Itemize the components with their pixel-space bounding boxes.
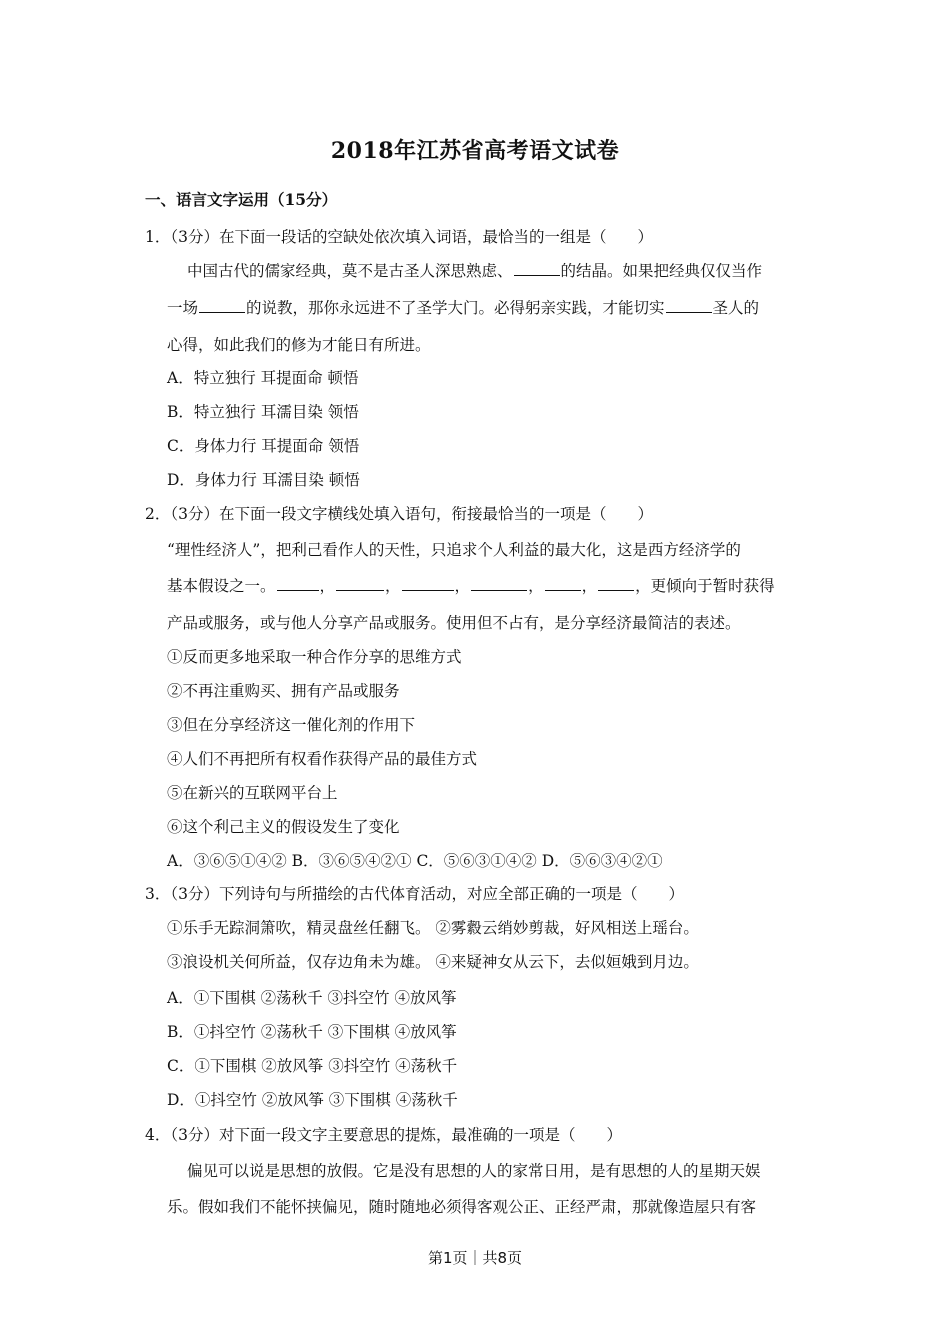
- blank-3[interactable]: [402, 576, 454, 591]
- blank-1[interactable]: [277, 576, 319, 591]
- question-2-item-2: ②不再注重购买、拥有产品或服务: [167, 682, 400, 700]
- question-3-poem-line-2: ③浪设机关何所益，仅存边角未为雄。 ④来疑神女从云下，去似姮娥到月边。: [167, 953, 699, 971]
- question-1-passage-line-2: 一场 的说教，那你永远进不了圣学大门。必得躬亲实践，才能切实 圣人的: [167, 299, 760, 317]
- question-2-item-6: ⑥这个利己主义的假设发生了变化: [167, 818, 400, 836]
- blank-4[interactable]: [471, 576, 527, 591]
- blank-6[interactable]: [598, 576, 634, 591]
- blank-2[interactable]: [199, 298, 245, 313]
- question-4-passage-line-1: 偏见可以说是思想的放假。它是没有思想的人的家常日用，是有思想的人的星期天娱: [187, 1162, 761, 1180]
- question-2-item-3: ③但在分享经济这一催化剂的作用下: [167, 716, 416, 734]
- question-1-passage-line-3: 心得，如此我们的修为才能日有所进。: [167, 336, 431, 354]
- question-1-option-a[interactable]: A．特立独行 耳提面命 顿悟: [167, 369, 359, 387]
- question-2-passage-line-1: “理性经济人”，把利己看作人的天性，只追求个人利益的最大化，这是西方经济学的: [167, 541, 741, 559]
- question-3-option-d[interactable]: D．①抖空竹 ②放风筝 ③下围棋 ④荡秋千: [167, 1091, 458, 1109]
- question-3-poem-line-1: ①乐手无踪洞箫吹，精灵盘丝任翻飞。 ②雾縠云绡妙剪裁，好风相送上瑶台。: [167, 919, 699, 937]
- question-2-passage-line-3: 产品或服务，或与他人分享产品或服务。使用但不占有，是分享经济最简洁的表述。: [167, 614, 741, 632]
- question-2-stem: 2．（3分）在下面一段文字横线处填入语句，衔接最恰当的一项是（ ）: [145, 505, 653, 523]
- question-1-passage-line-1: 中国古代的儒家经典，莫不是古圣人深思熟虑、 的结晶。如果把经典仅仅当作: [187, 262, 763, 280]
- blank-2[interactable]: [336, 576, 384, 591]
- blank-5[interactable]: [545, 576, 581, 591]
- question-1-option-c[interactable]: C．身体力行 耳提面命 领悟: [167, 437, 360, 455]
- question-2-item-5: ⑤在新兴的互联网平台上: [167, 784, 338, 802]
- question-3-option-b[interactable]: B．①抖空竹 ②荡秋千 ③下围棋 ④放风筝: [167, 1023, 457, 1041]
- question-4-passage-line-2: 乐。假如我们不能怀挟偏见，随时随地必须得客观公正、正经严肃，那就像造屋只有客: [167, 1198, 757, 1216]
- page-footer: 第1页｜共8页: [427, 1249, 523, 1267]
- page-title: 2018年江苏省高考语文试卷: [330, 138, 620, 164]
- question-2-passage-line-2: 基本假设之一。 ， ， ， ， ， ，更倾向于暂时获得: [167, 577, 775, 595]
- question-1-stem: 1．（3分）在下面一段话的空缺处依次填入词语，最恰当的一组是（ ）: [145, 228, 653, 246]
- question-3-stem: 3．（3分）下列诗句与所描绘的古代体育活动，对应全部正确的一项是（ ）: [145, 885, 684, 903]
- question-3-option-a[interactable]: A．①下围棋 ②荡秋千 ③抖空竹 ④放风筝: [167, 989, 457, 1007]
- section-heading: 一、语言文字运用（15分）: [145, 190, 338, 209]
- question-2-options[interactable]: A．③⑥⑤①④② B．③⑥⑤④②① C．⑤⑥③①④② D．⑤⑥③④②①: [167, 852, 663, 870]
- question-1-option-d[interactable]: D．身体力行 耳濡目染 顿悟: [167, 471, 360, 489]
- blank-3[interactable]: [666, 298, 712, 313]
- question-2-item-1: ①反而更多地采取一种合作分享的思维方式: [167, 648, 462, 666]
- question-4-stem: 4．（3分）对下面一段文字主要意思的提炼，最准确的一项是（ ）: [145, 1126, 622, 1144]
- question-3-option-c[interactable]: C．①下围棋 ②放风筝 ③抖空竹 ④荡秋千: [167, 1057, 458, 1075]
- question-1-option-b[interactable]: B．特立独行 耳濡目染 领悟: [167, 403, 359, 421]
- question-2-item-4: ④人们不再把所有权看作获得产品的最佳方式: [167, 750, 478, 768]
- blank-1[interactable]: [514, 261, 560, 276]
